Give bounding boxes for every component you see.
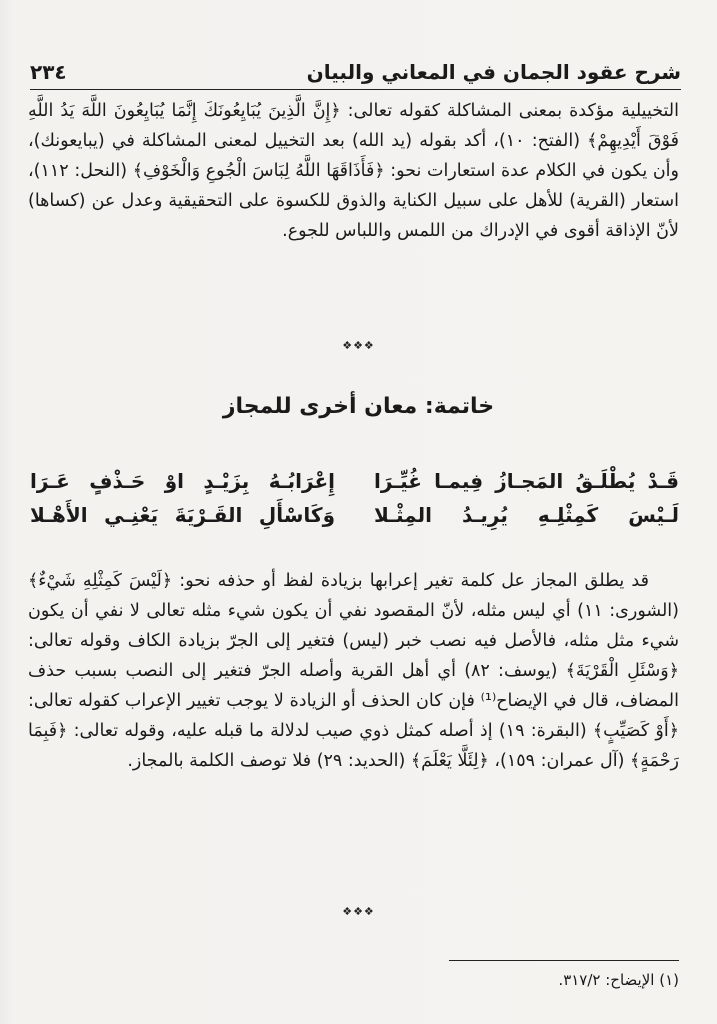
footnote: (١) الإيضاح: ٣١٧/٢.	[558, 971, 679, 989]
verse-second-hemistich: وَكَاسْأَلِ القَـرْيَةَ يَعْنِـي الأَهْـلا	[30, 503, 335, 527]
verse-line-2	[30, 500, 679, 530]
page-header	[30, 55, 681, 90]
verse-second-hemistich: إِعْرَابُـهُ بِزَيْـدٍ اوْ حَـذْفٍ عَـرَا	[30, 469, 335, 493]
paragraph-1: التخييلية مؤكدة بمعنى المشاكلة كقوله تعالى: ﴿إِنَّ الَّذِينَ يُبَايِعُونَكَ إِنَّمَا يُبَايِعُونَ اللَّهَ يَدُ اللَّهِ فَوْقَ أَيْدِيهِمْ﴾ (الفتح: ١٠)، أكد بقوله (يد الله) بعد التخييل لمعنى المشاكلة في (يبايعونك)، وأن يكون في الكلام عدة استعارات نحو: ﴿فَأَذَاقَهَا اللَّهُ لِبَاسَ الْجُوعِ وَالْخَوْفِ﴾ (النحل: ١١٢)، استعار (القرية) للأهل على سبيل الكناية والذوق للكسوة على التحقيقية وعدل عن (كساها) لأنّ الإذاقة أقوى في الإدراك من اللمس واللباس للجوع.	[28, 101, 679, 241]
footnote-rule	[449, 960, 679, 961]
verse-line-1	[30, 466, 679, 496]
verse-first-hemistich: لَـيْسَ كَمِثْلِـهِ يُرِيـدُ المِثْـلا	[374, 503, 679, 527]
running-title: شرح عقود الجمان في المعاني والبيان	[306, 60, 681, 84]
section-title: خاتمة: معان أخرى للمجاز	[222, 394, 495, 419]
verse-first-hemistich: قَـدْ يُطْلَـقُ المَجـازُ فِيمـا غُيِّـرَا	[374, 469, 679, 493]
paragraph-2: قد يطلق المجاز عل كلمة تغير إعرابها بزيادة لفظ أو حذفه نحو: ﴿لَيْسَ كَمِثْلِهِ شَيْءٌ﴾ (الشورى: ١١) أي ليس مثله، لأنّ المقصود نفي أن يكون شيء مثله تعالى لا نفي أن يكون شيء مثل مثله، فالأصل فيه نصب خبر (ليس) فتغير إلى الجرّ بزيادة الكاف وقوله تعالى: ﴿وَسْئَلِ الْقَرْيَةَ﴾ (يوسف: ٨٢) أي أهل القرية وأصله الجرّ فتغير إلى النصب بسبب حذف المضاف، قال في الإيضاح⁽¹⁾ فإن كان الحذف أو الزيادة لا يوجب تغيير الإعراب كقوله تعالى: ﴿أَوْ كَصَيِّبٍ﴾ (البقرة: ١٩) إذ أصله كمثل ذوي صيب لدلالة ما قبله عليه، وقوله تعالى: ﴿فَبِمَا رَحْمَةٍ﴾ (آل عمران: ١٥٩)، ﴿لِئَلَّا يَعْلَمَ﴾ (الحديد: ٢٩) فلا توصف الكلمة بالمجاز.	[28, 571, 679, 771]
page-number: ٢٣٤	[30, 60, 67, 84]
section-divider: ❖❖❖	[342, 339, 375, 352]
section-divider: ❖❖❖	[342, 905, 375, 918]
